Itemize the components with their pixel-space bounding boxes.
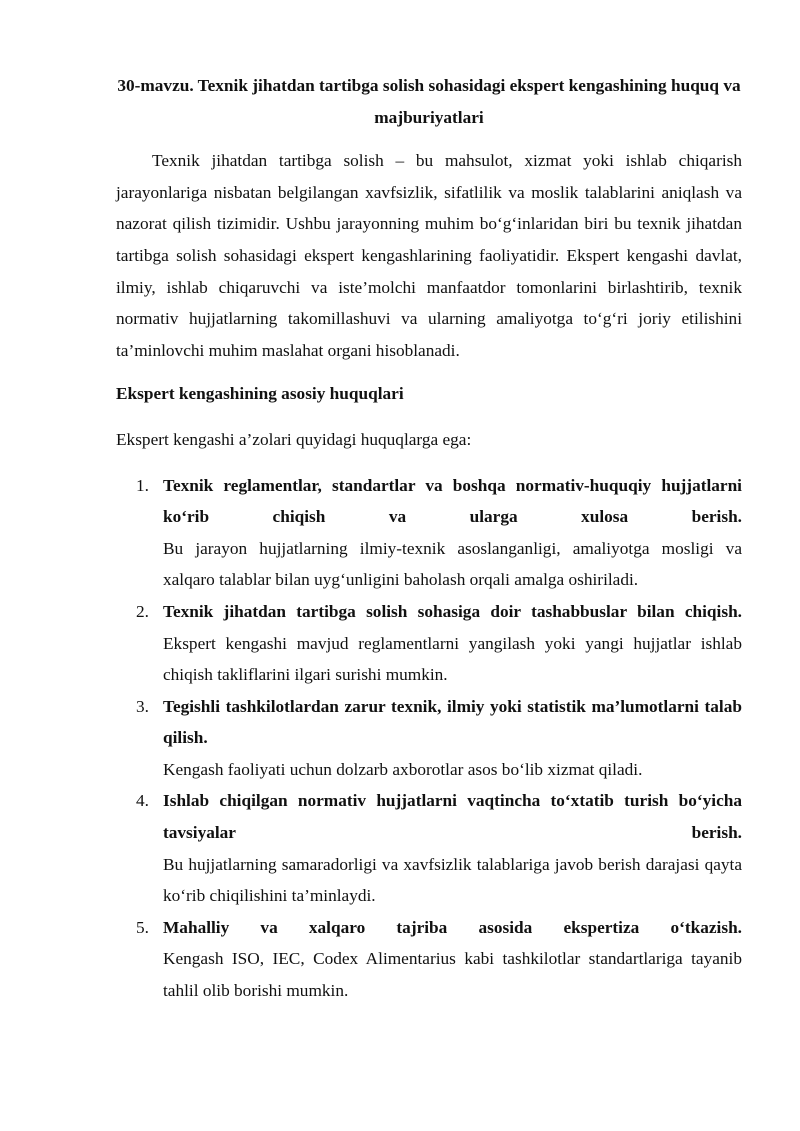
item-body: Bu jarayon hujjatlarning ilmiy-texnik asoslanganligi, amaliyotga mosligi va xalqaro talablar bilan uyg‘unligini baholash orqali amalga oshiriladi. xyxy=(163,538,742,590)
item-title: Texnik jihatdan tartibga solish sohasiga doir tashabbuslar bilan chiqish. xyxy=(163,601,742,621)
list-item xyxy=(116,691,742,786)
rights-list xyxy=(116,470,742,1007)
item-number: 5. xyxy=(136,917,149,937)
list-item xyxy=(116,596,742,691)
lead-paragraph: Ekspert kengashi a’zolari quyidagi huquqlarga ega: xyxy=(116,429,472,449)
item-number: 4. xyxy=(136,791,149,811)
item-number: 3. xyxy=(136,696,149,716)
item-body: Bu hujjatlarning samaradorligi va xavfsizlik talablariga javob berish darajasi qayta ko‘rib chiqilishini ta’minlaydi. xyxy=(163,854,742,906)
intro-paragraph: Texnik jihatdan tartibga solish – bu mahsulot, xizmat yoki ishlab chiqarish jarayonlariga nisbatan belgilangan xavfsizlik, sifatlilik va moslik talablarini aniqlash va nazorat qilish tizimidir. Ushbu jarayonning muhim bo‘g‘inlaridan biri bu texnik jihatdan tartibga solish sohasidagi ekspert kengashlarining faoliyatidir. Ekspert kengashi davlat, ilmiy, ishlab chiqaruvchi va iste’molchi manfaatdor tomonlarini birlashtirib, texnik normativ hujjatlarning takomillashuvi va ularning amaliyotga to‘g‘ri joriy etilishini ta’minlovchi muhim maslahat organi hisoblanadi. xyxy=(116,151,742,360)
item-title: Tegishli tashkilotlardan zarur texnik, ilmiy yoki statistik ma’lumotlarni talab qilish. xyxy=(163,696,742,748)
item-number: 2. xyxy=(136,601,149,621)
item-body: Ekspert kengashi mavjud reglamentlarni yangilash yoki yangi hujjatlar ishlab chiqish takliflarini ilgari surishi mumkin. xyxy=(163,633,742,685)
item-title: Ishlab chiqilgan normativ hujjatlarni vaqtincha to‘xtatib turish bo‘yicha tavsiyalar berish. xyxy=(163,791,742,843)
list-item xyxy=(116,785,742,911)
list-item xyxy=(116,912,742,1007)
page-title: 30-mavzu. Texnik jihatdan tartibga solish sohasidagi ekspert kengashining huquq va majburiyatlari xyxy=(117,76,741,127)
item-body: Kengash faoliyati uchun dolzarb axborotlar asos bo‘lib xizmat qiladi. xyxy=(163,759,643,779)
item-title: Texnik reglamentlar, standartlar va boshqa normativ-huquqiy hujjatlarni ko‘rib chiqish va ularga xulosa berish. xyxy=(163,475,742,527)
item-body: Kengash ISO, IEC, Codex Alimentarius kabi tashkilotlar standartlariga tayanib tahlil olib borishi mumkin. xyxy=(163,949,742,1001)
item-number: 1. xyxy=(136,475,149,495)
list-item xyxy=(116,470,742,596)
section-heading: Ekspert kengashining asosiy huquqlari xyxy=(116,384,404,404)
item-title: Mahalliy va xalqaro tajriba asosida ekspertiza o‘tkazish. xyxy=(163,917,742,937)
